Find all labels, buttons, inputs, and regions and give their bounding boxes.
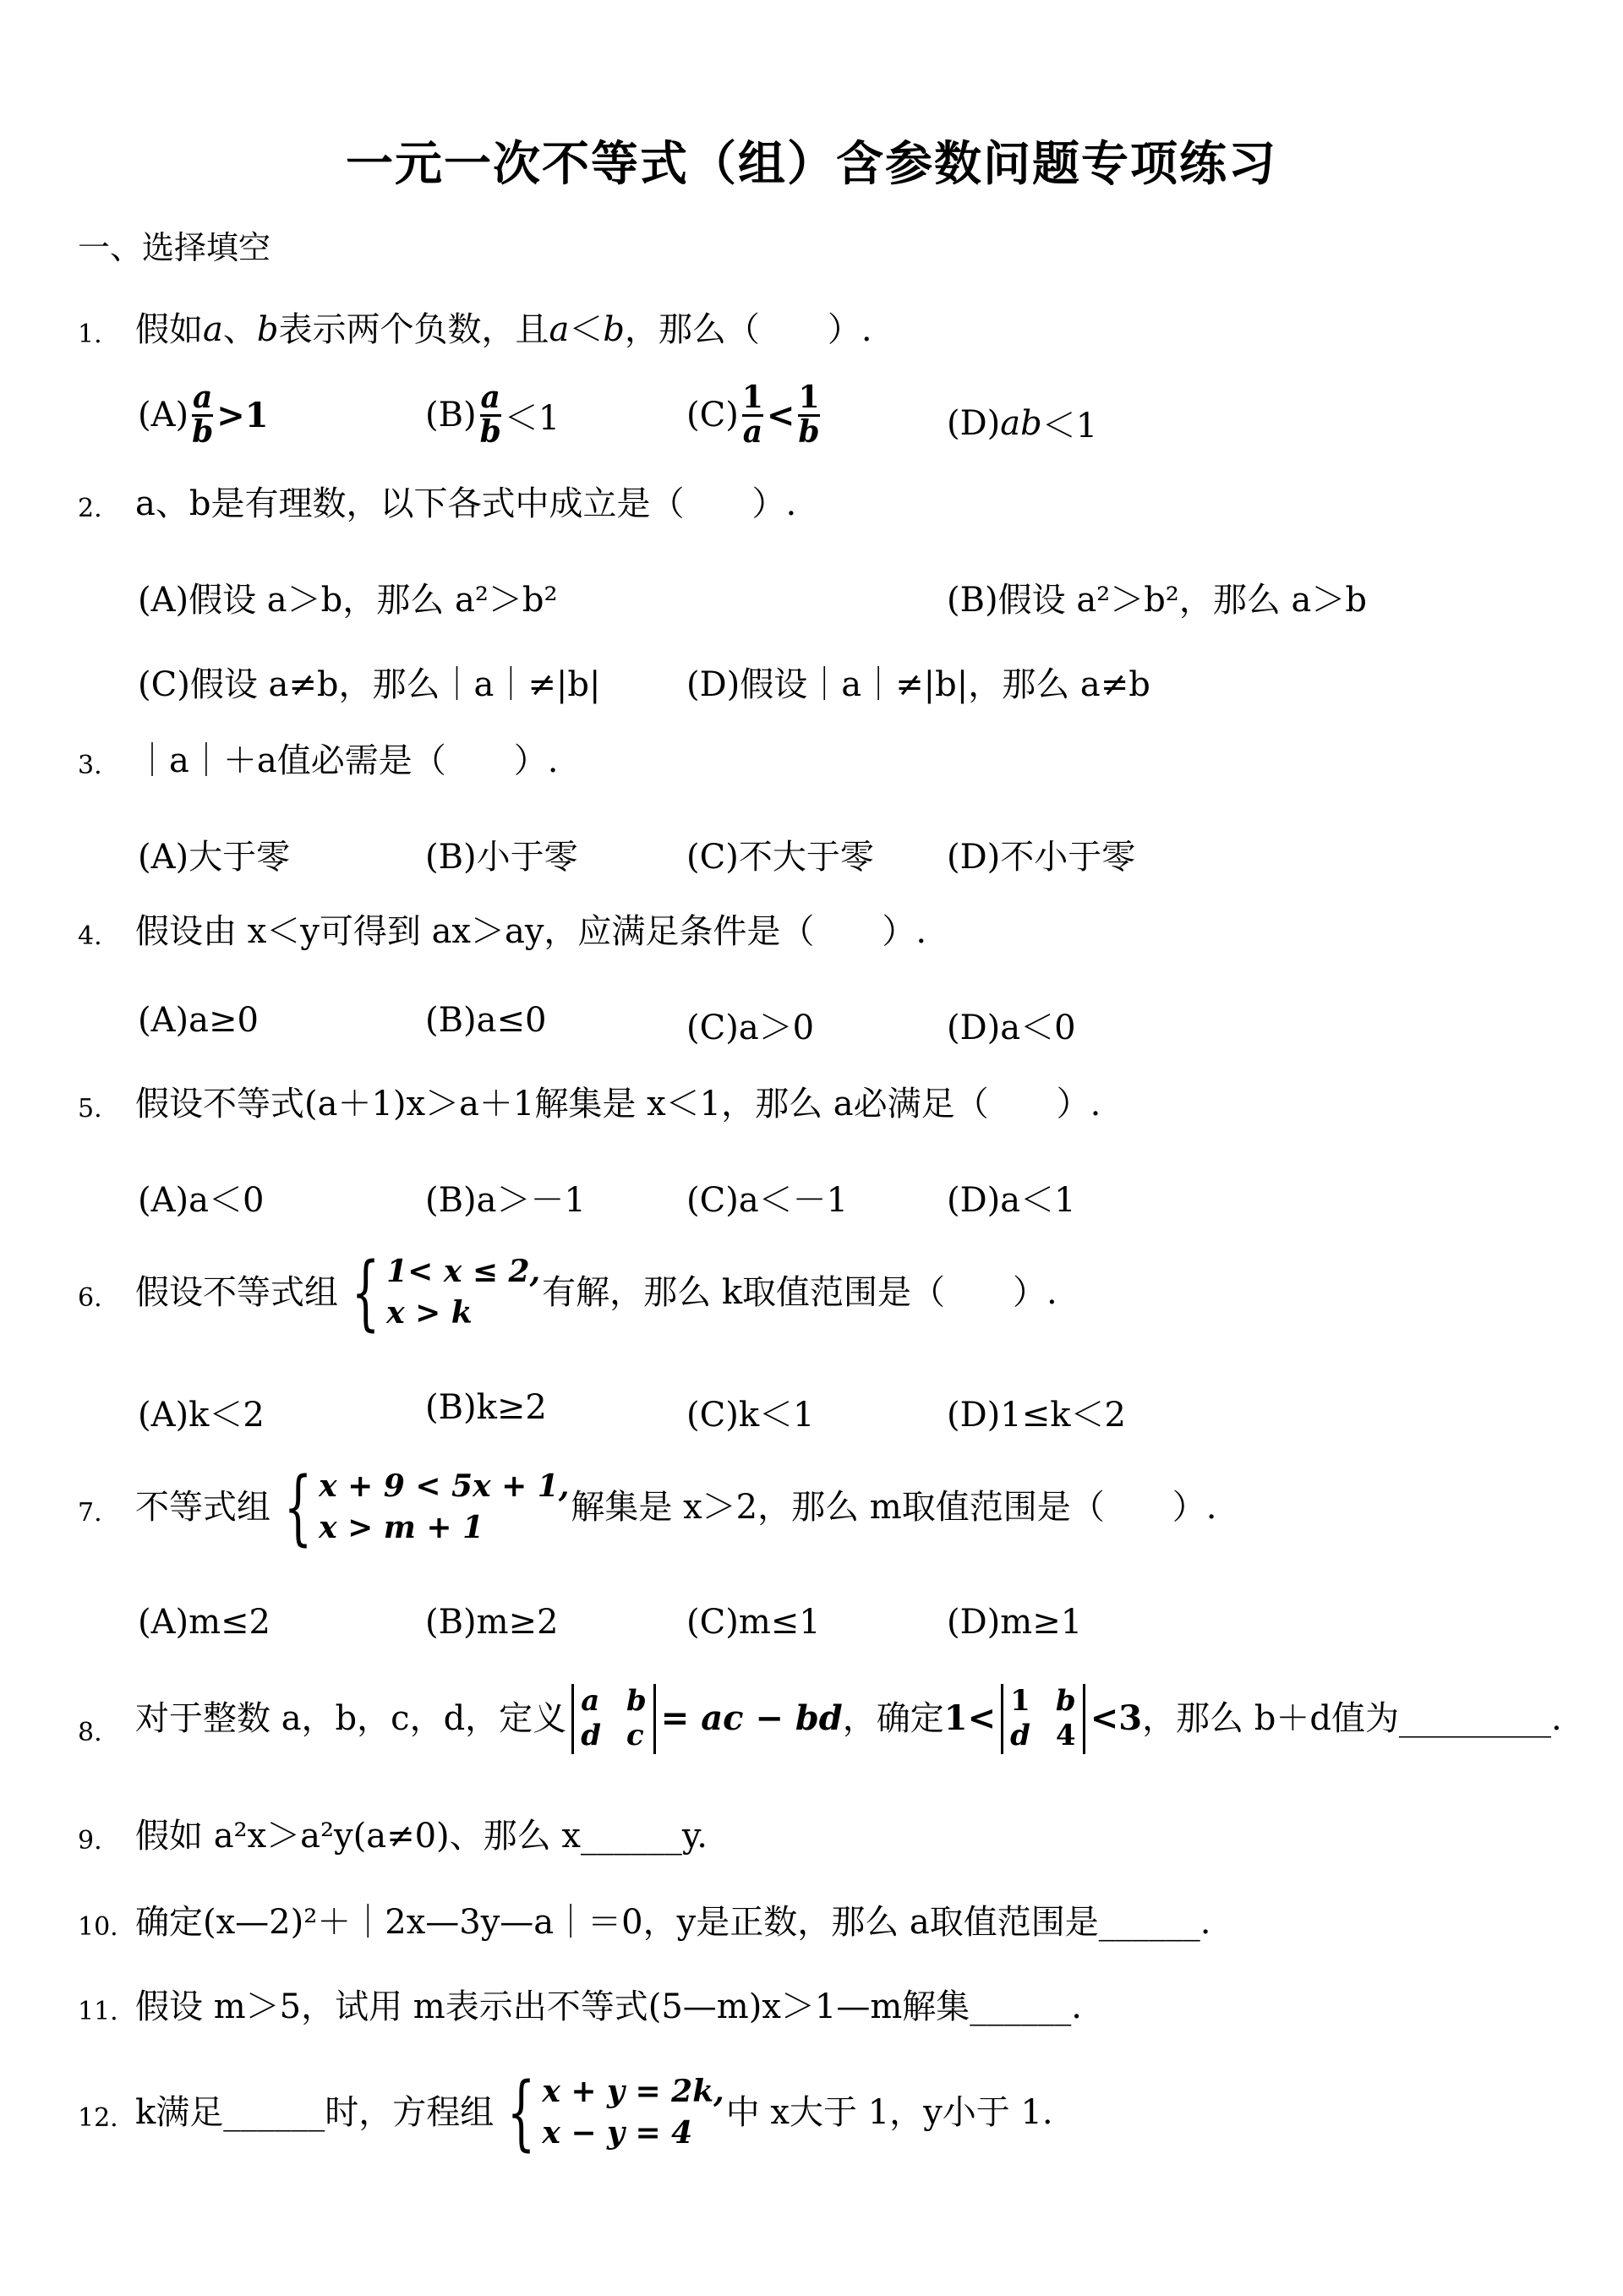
question-5-option-d[interactable]: (D)a＜1 <box>947 1181 1076 1220</box>
question-3-option-d[interactable]: (D)不小于零 <box>947 838 1136 877</box>
question-7-option-c[interactable]: (C)m≤1 <box>686 1603 821 1642</box>
question-2-option-d[interactable]: (D)假设｜a｜≠|b|，那么 a≠b <box>686 665 1150 704</box>
question-2-option-c[interactable]: (C)假设 a≠b，那么｜a｜≠|b| <box>138 665 601 704</box>
question-2-option-a[interactable]: (A)假设 a＞b，那么 a²＞b² <box>138 581 558 620</box>
question-2-stem: a、b是有理数，以下各式中成立是（ ）. <box>135 484 797 523</box>
question-12-stem: k满足______时，方程组 { x + y = 2k, x − y = 4 中 x大于 1，y小于 1. <box>135 2064 1053 2160</box>
question-3-option-c[interactable]: (C)不大于零 <box>686 838 874 877</box>
fraction: $\frac{1}{a}$ <box>741 380 763 450</box>
determinant: a b d c <box>571 1684 656 1754</box>
inequality-system: { 1< x ≤ 2, x > k <box>351 1244 541 1340</box>
question-4-option-c[interactable]: (C)a＞0 <box>686 1009 815 1047</box>
page-title: 一元一次不等式（组）含参数问题专项练习 <box>346 136 1277 192</box>
question-number: 9. <box>78 1826 102 1856</box>
question-5-option-b[interactable]: (B)a＞－1 <box>425 1181 586 1220</box>
inequality-system: { x + 9 < 5x + 1, x > m + 1 <box>283 1459 570 1555</box>
question-9-stem: 假如 a²x＞a²y(a≠0)、那么 x______y. <box>135 1817 708 1856</box>
question-5-stem: 假设不等式(a＋1)x＞a＋1解集是 x＜1，那么 a必满足（ ）. <box>135 1085 1101 1123</box>
question-4-option-b[interactable]: (B)a≤0 <box>425 1001 547 1040</box>
question-3-option-b[interactable]: (B)小于零 <box>425 838 578 877</box>
question-number: 10. <box>78 1912 118 1942</box>
question-1-stem: 假如 a 、 b 表示两个负数，且 a ＜ b ，那么（ ）. <box>135 310 872 349</box>
question-11-stem: 假设 m＞5，试用 m表示出不等式(5—m)x＞1—m解集______. <box>135 1987 1082 2026</box>
equation-system: { x + y = 2k, x − y = 4 <box>506 2064 724 2160</box>
question-1-option-b[interactable]: (B) $\frac{a}{b}$ ＜1 <box>425 380 560 450</box>
question-6-option-a[interactable]: (A)k＜2 <box>138 1396 265 1435</box>
question-number: 3. <box>78 751 102 780</box>
question-5-option-a[interactable]: (A)a＜0 <box>138 1181 265 1220</box>
question-7-option-a[interactable]: (A)m≤2 <box>138 1603 270 1642</box>
section-heading: 一、选择填空 <box>78 229 271 266</box>
question-number: 8. <box>78 1718 102 1747</box>
question-5-option-c[interactable]: (C)a＜－1 <box>686 1181 849 1220</box>
question-number: 12. <box>78 2103 118 2133</box>
question-number: 4. <box>78 921 102 951</box>
question-4-option-d[interactable]: (D)a＜0 <box>947 1009 1076 1047</box>
question-number: 2. <box>78 494 102 523</box>
question-7-stem: 不等式组 { x + 9 < 5x + 1, x > m + 1 解集是 x＞2，那么 m取值范围是（ ）. <box>135 1459 1217 1555</box>
question-1-option-d[interactable]: (D) ab ＜1 <box>947 403 1098 446</box>
question-3-stem: ｜a｜＋a值必需是（ ）. <box>135 741 559 780</box>
question-4-option-a[interactable]: (A)a≥0 <box>138 1001 259 1040</box>
question-number: 11. <box>78 1997 118 2026</box>
question-2-option-b[interactable]: (B)假设 a²＞b²，那么 a＞b <box>947 581 1368 620</box>
question-6-stem: 假设不等式组 { 1< x ≤ 2, x > k 有解，那么 k取值范围是（ ）. <box>135 1244 1057 1340</box>
question-7-option-d[interactable]: (D)m≥1 <box>947 1603 1083 1642</box>
question-6-option-b[interactable]: (B)k≥2 <box>425 1388 547 1427</box>
question-number: 6. <box>78 1283 102 1313</box>
question-4-stem: 假设由 x＜y可得到 ax＞ay，应满足条件是（ ）. <box>135 912 927 951</box>
question-3-option-a[interactable]: (A)大于零 <box>138 838 291 877</box>
question-1-option-a[interactable]: (A) $\frac{a}{b}$ >1 <box>138 380 269 450</box>
determinant: 1 b d 4 <box>1001 1684 1085 1754</box>
question-6-option-c[interactable]: (C)k＜1 <box>686 1396 815 1435</box>
question-6-option-d[interactable]: (D)1≤k＜2 <box>947 1396 1126 1435</box>
question-number: 1. <box>78 320 102 349</box>
fraction: $\frac{a}{b}$ <box>192 380 214 450</box>
question-10-stem: 确定(x—2)²＋｜2x—3y—a｜＝0，y是正数，那么 a取值范围是______. <box>135 1903 1211 1942</box>
fraction: $\frac{1}{b}$ <box>798 380 820 450</box>
question-7-option-b[interactable]: (B)m≥2 <box>425 1603 559 1642</box>
question-number: 7. <box>78 1498 102 1528</box>
fraction: $\frac{a}{b}$ <box>479 380 501 450</box>
question-number: 5. <box>78 1094 102 1123</box>
question-1-option-c[interactable]: (C) $\frac{1}{a}$ < $\frac{1}{b}$ <box>686 380 820 450</box>
question-8-stem: 对于整数 a，b，c，d，定义 a b d c = ac − bd ，确定 1< 1 b d 4 <3 ，那么 b＋d值为_________. <box>135 1684 1562 1753</box>
